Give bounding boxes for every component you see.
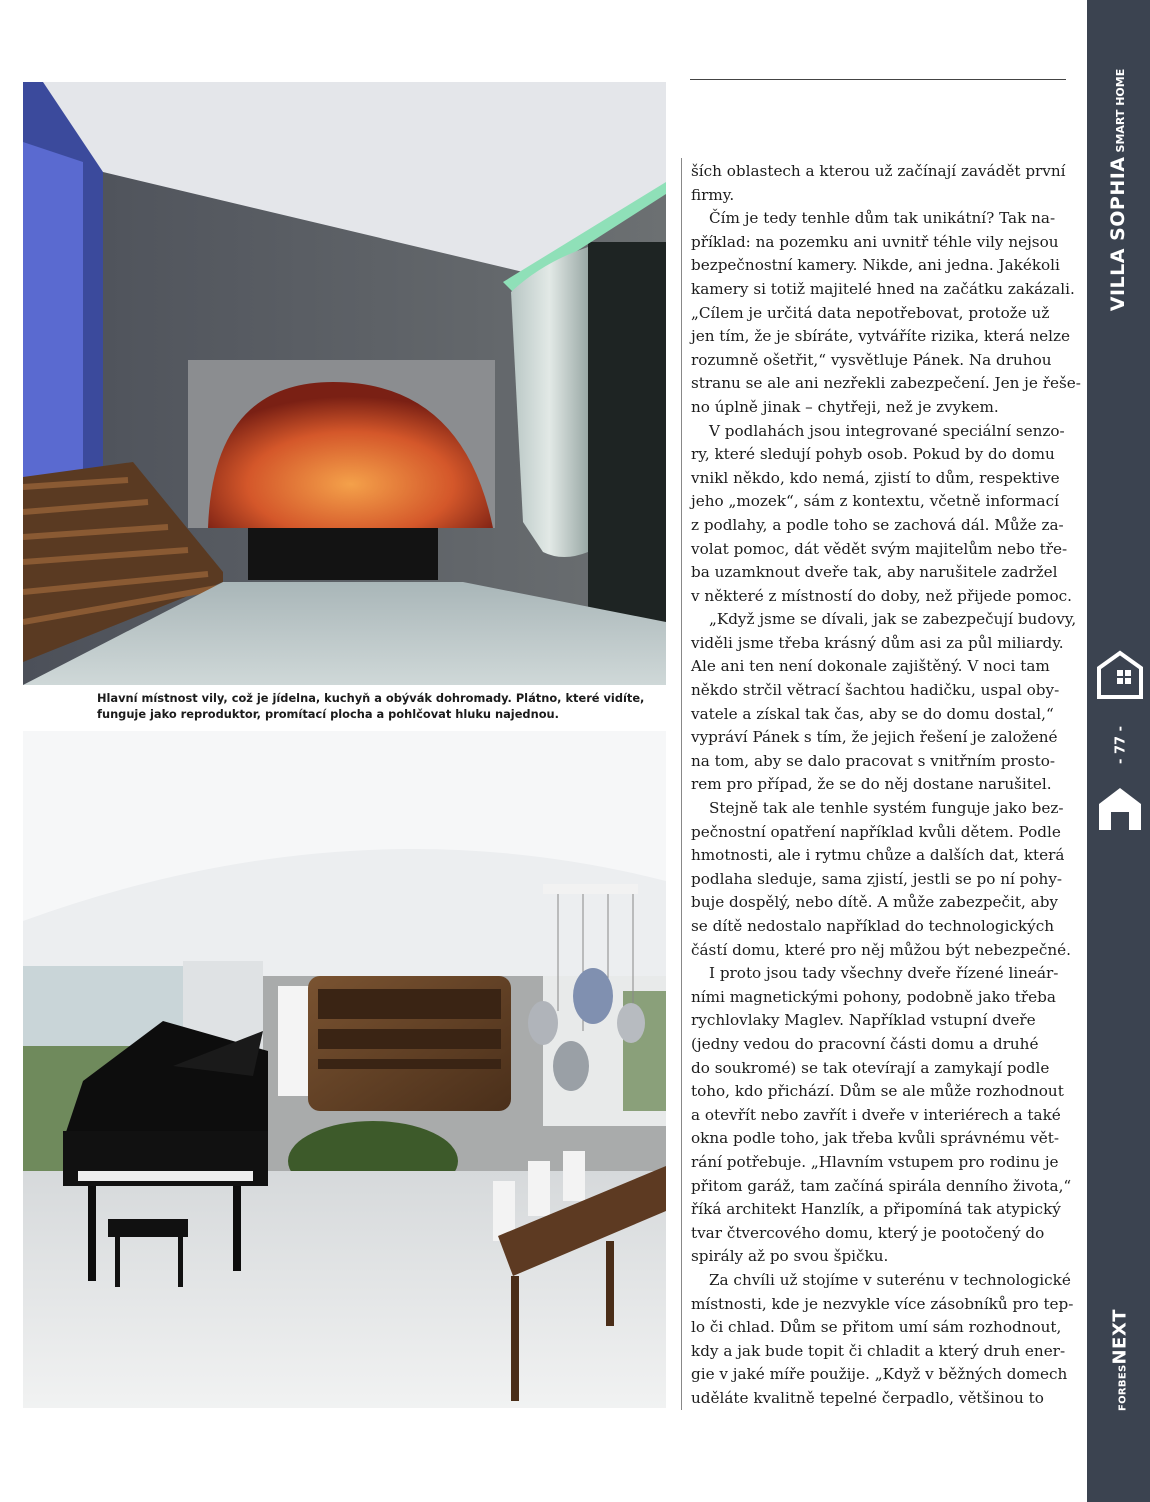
photo-caption (97, 690, 645, 722)
section-title-sub: SMART HOME (1114, 68, 1127, 153)
article-line: spirály až po svou špičku. (691, 1247, 889, 1266)
article-line: V podlahách jsou integrované speciální senzo- (709, 421, 1065, 440)
article-line: tvar čtvercového domu, který je pootočený do (691, 1223, 1045, 1242)
article-line: kdy a jak bude topit či chladit a který druh ener- (691, 1341, 1066, 1360)
photo-living-room (23, 82, 666, 685)
article-line: se dítě nedostalo například do technologických (691, 917, 1055, 935)
column-rule (681, 158, 682, 1410)
article-line: Za chvíli už stojíme v suterénu v technologické (709, 1270, 1071, 1289)
article-line: částí domu, které pro něj můžou být nebezpečné. (691, 940, 1071, 959)
article-line: rychlovlaky Maglev. Například vstupní dveře (691, 1011, 1036, 1030)
page-number: - 77 - (1113, 726, 1129, 764)
caption-line: funguje jako reproduktor, promítací plocha a pohlčovat hluku najednou. (97, 707, 559, 721)
article-line: Ale ani ten není dokonale zajištěný. V noci tam (691, 657, 1050, 676)
article-line: hmotnosti, ale i rytmu chůze a dalších dat, která (691, 846, 1065, 865)
article-line: ších oblastech a kterou už začínají zavádět první (691, 162, 1066, 180)
top-rule (690, 79, 1066, 80)
article-line: no úplně jinak – chytřeji, než je zvykem. (691, 397, 999, 416)
article-line: viděli jsme třeba krásný dům asi za půl miliardy. (691, 633, 1064, 652)
article-line: buje dospělý, nebo dítě. A může zabezpečit, aby (691, 893, 1059, 912)
article-line: (jedny vedou do pracovní části domu a druhé (691, 1034, 1039, 1053)
article-line: z podlahy, a podle toho se zachová dál. Může za- (691, 515, 1064, 534)
article-line: Čím je tedy tenhle dům tak unikátní? Tak na- (709, 209, 1056, 228)
article-line: firmy. (691, 185, 735, 204)
article-line: podlaha sleduje, sama zjistí, jestli se po ní pohy- (691, 869, 1063, 888)
article-line: do soukromé) se tak otevírají a zamykají podle (691, 1058, 1050, 1077)
article-line: ba uzamknout dveře tak, aby narušitele zadržel (691, 563, 1058, 582)
article-line: rání potřebuje. „Hlavním vstupem pro rodinu je (691, 1152, 1059, 1171)
article-line: rozumně ošetřit,“ vysvětluje Pánek. Na druhou (691, 350, 1052, 369)
brand-logo (1110, 1309, 1131, 1411)
photo-dining-room (23, 731, 666, 1408)
article-line: Stejně tak ale tenhle systém funguje jako bez- (709, 799, 1064, 818)
living-room-illustration (23, 82, 666, 685)
article-line: místnosti, kde je nezvykle více zásobníků pro tep- (691, 1294, 1074, 1313)
article-line: říká architekt Hanzlík, a připomíná tak atypický (691, 1200, 1061, 1219)
brand-next: NEXT (1109, 1308, 1131, 1365)
article-line: „Cílem je určitá data nepotřebovat, protože už (691, 303, 1050, 322)
article-line: příklad: na pozemku ani uvnitř téhle vily nejsou (691, 232, 1059, 251)
brand-forbes: FORBES (1117, 1364, 1129, 1412)
caption-line: Hlavní místnost vily, což je jídelna, kuchyň a obývák dohromady. Plátno, které vidíte, (97, 691, 645, 705)
article-line: vypráví Pánek s tím, že jejich řešení je založené (691, 728, 1058, 747)
article-line: vnikl někdo, kdo nemá, zjistí to dům, respektive (691, 468, 1060, 487)
article-line: bezpečnostní kamery. Nikde, ani jedna. Jakékoli (691, 256, 1060, 275)
article-line: stranu se ale ani nezřekli zabezpečení. Jen je řeše- (691, 374, 1081, 393)
article-line: „Když jsme se dívali, jak se zabezpečují budovy, (709, 610, 1077, 629)
article-line: ními magnetickými pohony, podobně jako třeba (691, 987, 1056, 1006)
article-line: jeho „mozek“, sám z kontextu, včetně informací (691, 492, 1059, 511)
article-line: rem pro případ, že se do něj dostane narušitel. (691, 775, 1052, 794)
article-line: volat pomoc, dát vědět svým majitelům nebo tře- (691, 539, 1068, 558)
article-line: I proto jsou tady všechny dveře řízené lineár- (709, 964, 1059, 983)
article-line: uděláte kvalitně tepelné čerpadlo, většinou to (691, 1388, 1044, 1407)
article-line: v některé z místností do doby, než přijede pomoc. (691, 586, 1072, 605)
article-line: vatele a získal tak čas, aby se do domu dostal,“ (691, 704, 1054, 723)
dining-room-illustration (23, 731, 666, 1408)
article-line: okna podle toho, jak třeba kvůli správnému vět- (691, 1129, 1059, 1148)
article-line: a otevřít nebo zavřít i dveře v interiérech a také (691, 1105, 1061, 1124)
article-line: lo či chlad. Dům se přitom umí sám rozhodnout, (691, 1318, 1062, 1337)
article-line: přitom garáž, tam začíná spirála denního života,“ (691, 1176, 1072, 1195)
article-line: gie v jaké míře použije. „Když v běžných domech (691, 1365, 1068, 1384)
section-title-main: VILLA SOPHIA (1107, 156, 1129, 312)
house-solid-icon (1097, 786, 1143, 832)
article-line: pečnostní opatření například kvůli dětem. Podle (691, 822, 1061, 841)
article-body (691, 160, 1081, 1410)
article-line: někdo strčil větrací šachtou hadičku, uspal oby- (691, 681, 1060, 700)
section-title (1107, 69, 1129, 311)
article-line: na tom, aby se dalo pracovat s vnitřním prosto- (691, 751, 1055, 770)
article-line: jen tím, že je sbíráte, vytváříte rizika, která nelze (691, 327, 1070, 346)
house-outline-icon (1097, 650, 1143, 700)
article-line: toho, kdo přichází. Dům se ale může rozhodnout (691, 1082, 1064, 1101)
article-line: ry, které sledují pohyb osob. Pokud by do domu (691, 445, 1055, 464)
article-line: kamery si totiž majitelé hned na začátku zakázali. (691, 279, 1075, 298)
